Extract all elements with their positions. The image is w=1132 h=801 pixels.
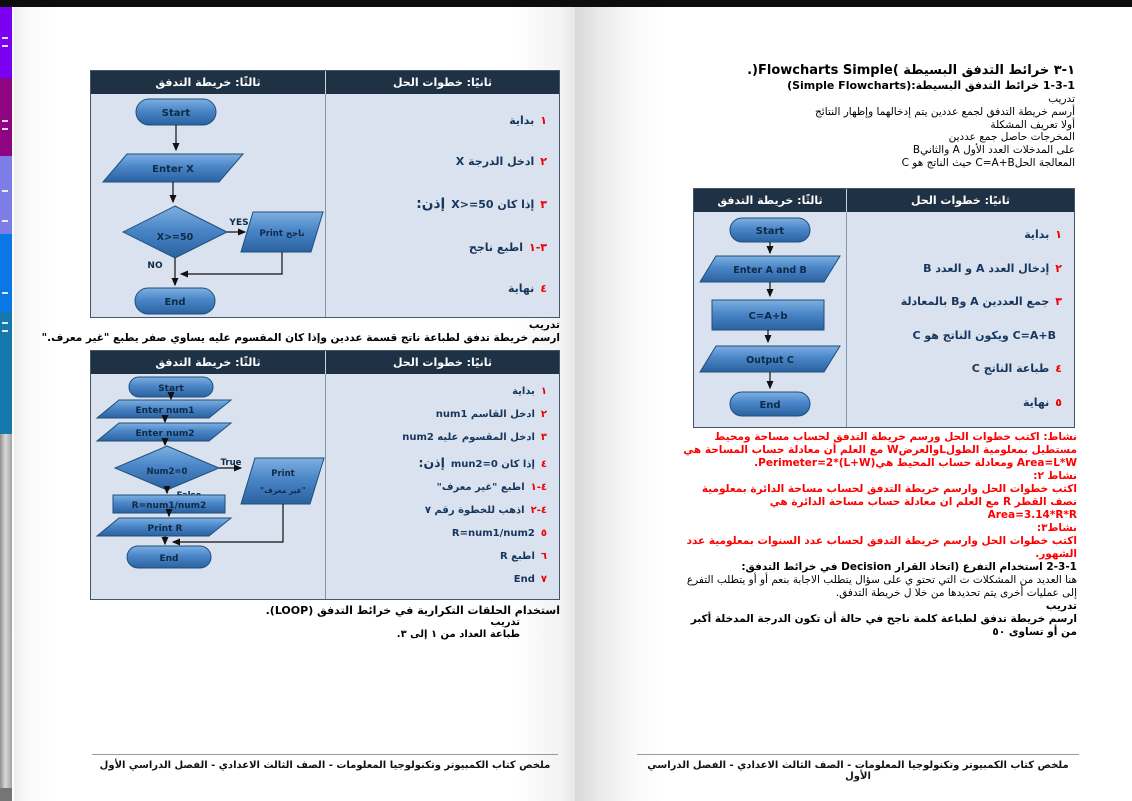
step-row: ٣ إذا كان X>=50 إذن: xyxy=(416,196,547,213)
output-label: Print R xyxy=(147,524,183,534)
header-steps: ثانيًا: خطوات الحل xyxy=(392,76,493,89)
flow-table-division xyxy=(90,350,560,600)
table-header-row xyxy=(91,71,559,94)
sidebar-tab-teal[interactable] xyxy=(0,312,12,434)
print-label: Print ناجح xyxy=(259,229,305,239)
top-edge-bar xyxy=(0,0,1132,7)
step-row: ٣ جمع العددين A وB بالمعادلة xyxy=(900,295,1062,309)
loop-section xyxy=(30,604,560,641)
practice-body: ارسم خريطة تدفق لطباعة كلمة ناجح في حالة أن تكون الدرجة المدخلة أكبر من أو تساوى ٥٠ xyxy=(690,613,1077,638)
table-header-row xyxy=(694,189,1074,212)
true-label: True xyxy=(220,458,242,468)
start-label: Start xyxy=(755,226,785,237)
activity-2-label: نشاط ٢: xyxy=(1033,470,1077,482)
input1-label: Enter num1 xyxy=(135,406,195,416)
section-subtitle: 1-3-1 خرائط التدفق البسيطة:(Simple Flowcharts) xyxy=(787,79,1075,92)
intro-line: تدريب xyxy=(1048,93,1075,105)
decision-label: X>=50 xyxy=(156,232,194,243)
yes-label: YES xyxy=(229,218,249,228)
steps-cell xyxy=(847,212,1074,427)
step-row: ١ بداية xyxy=(1024,228,1062,242)
input-label: Enter A and B xyxy=(733,265,807,276)
step-row: ٤ طباعة الناتج C xyxy=(971,362,1062,376)
decision-label: Num2=0 xyxy=(146,467,188,477)
page-footer: ملخص كتاب الكمبيوتر وتكنولوجيا المعلومات - الصف الثالث الاعدادي - الفصل الدراسي الأول xyxy=(637,754,1079,782)
activity-3-label: نشاط٣: xyxy=(1036,522,1077,534)
page-footer: ملخص كتاب الكمبيوتر وتكنولوجيا المعلومات - الصف الثالث الاعدادي - الفصل الدراسي الأول xyxy=(92,754,558,771)
output-label: Output C xyxy=(746,355,794,366)
loop-heading: استخدام الحلقات التكرارية في خرائط التدفق (LOOP). xyxy=(265,604,560,617)
flow-table-grade xyxy=(90,70,560,318)
start-label: Start xyxy=(161,108,191,119)
intro-line: أولا تعريف المشكلة xyxy=(990,118,1075,131)
step-row: ٤-٢ اذهب للخطوة رقم ٧ xyxy=(424,505,547,516)
page-left xyxy=(14,7,575,801)
step-row: ١ بداية xyxy=(509,114,547,128)
sidebar-tab-lavender[interactable] xyxy=(0,156,12,234)
sidebar-tab-purple[interactable] xyxy=(0,7,12,78)
step-row: ٧ End xyxy=(513,574,547,585)
practice-block-division xyxy=(35,319,560,345)
page-right xyxy=(575,7,1132,801)
header-flowchart: ثالثًا: خريطة التدفق xyxy=(91,351,326,374)
flowchart-division xyxy=(91,374,325,601)
intro-line: على المدخلات العدد الأول A والثانيB xyxy=(912,144,1075,157)
step-row: ٤-١ اطبع "غير معرف" xyxy=(436,482,547,493)
left-tab-strip xyxy=(0,7,12,801)
header-steps: ثانيًا: خطوات الحل xyxy=(392,356,493,369)
header-flowchart: ثالثًا: خريطة التدفق xyxy=(694,189,847,212)
input2-label: Enter num2 xyxy=(135,429,195,439)
step-row: ٦ اطبع R xyxy=(499,551,547,562)
header-steps: ثانيًا: خطوات الحل xyxy=(910,194,1011,207)
intro-line: المعالجة الحلC=A+B حيث الناتج هو C xyxy=(901,156,1075,169)
step-row: ٣-١ اطبع ناجح xyxy=(468,240,547,254)
decision-heading: 2-3-1 استخدام التفرع (اتخاذ القرار Decision في خرائط التدفق: xyxy=(741,561,1077,573)
process-label: R=num1/num2 xyxy=(131,501,207,511)
end-label: End xyxy=(759,400,781,411)
flow-table-sum xyxy=(693,188,1075,428)
steps-cell xyxy=(326,94,559,317)
step-row: ٥ R=num1/num2 xyxy=(451,528,547,539)
step-row: ٤ نهاية xyxy=(507,281,547,295)
step-row: ٢ ادخل القاسم num1 xyxy=(435,409,547,420)
flowchart-cell xyxy=(91,374,326,599)
activity-1: نشاط: اكتب خطوات الحل ورسم خريطة التدفق لحساب مساحة ومحيط مستطيل بمعلومية الطولLوالعرضW مع العلم أن معادلة حساب المساحة هي Area=L*W ومعادلة حساب المحيط هي(Perimeter=2*(L+W. xyxy=(683,431,1077,469)
flowchart-cell xyxy=(694,212,847,427)
practice-label: تدريب xyxy=(528,319,560,331)
header-flowchart: ثالثًا: خريطة التدفق xyxy=(91,71,326,94)
process-label: C=A+b xyxy=(748,311,788,322)
section-title: ١-٣ خرائط التدفق البسيطة )Flowcharts Simple(. xyxy=(747,63,1075,78)
intro-block xyxy=(605,62,1075,170)
step-row: ٥ نهاية xyxy=(1022,395,1062,409)
step-row: ٢ ادخل الدرجة X xyxy=(455,155,547,169)
practice-label: تدريب xyxy=(490,617,520,628)
input-label: Enter X xyxy=(152,164,194,175)
print-label-line1: Print xyxy=(271,469,295,479)
flowchart-cell xyxy=(91,94,326,317)
practice-body: ارسم خريطة تدفق لطباعة ناتج قسمة عددين وإذا كان المقسوم عليه يساوي صفر يطبع "غير معرف." xyxy=(41,332,560,344)
step-row: ٤ إذا كان mun2=0 إذن: xyxy=(418,455,547,470)
activity-3: اكتب خطوات الحل وارسم خريطة التدفق لحساب عدد السنوات بمعلومية عدد الشهور. xyxy=(686,535,1077,560)
step-row: ١ بداية xyxy=(512,386,547,397)
end-label: End xyxy=(159,554,179,564)
sidebar-tab-blue[interactable] xyxy=(0,234,12,312)
table-header-row xyxy=(91,351,559,374)
scrollbar-end xyxy=(0,788,12,801)
print-parallelogram xyxy=(241,458,324,504)
end-label: End xyxy=(164,297,186,308)
step-row: ٢ إدخال العدد A و العدد B xyxy=(923,261,1062,275)
scrollbar-track[interactable] xyxy=(0,434,12,788)
intro-line: المخرجات حاصل جمع عددين xyxy=(948,131,1075,144)
step-row: ٣ ادخل المقسوم عليه num2 xyxy=(402,432,547,443)
flowchart-sum xyxy=(694,212,846,429)
print-label-line2: "غير معرف" xyxy=(260,486,306,495)
decision-body: هنا العديد من المشكلات ت التي تحتو ي على سؤال يتطلب الاجابة بنعم أو أو يتطلب التفرع إلى عمليات أخرى يتم تحديدها من خلا ل خريطة التدفق. xyxy=(686,574,1077,599)
steps-cell xyxy=(326,374,559,599)
flowchart-grade xyxy=(91,94,325,319)
intro-line: أرسم خريطة التدفق لجمع عددين يتم إدخالهما وإظهار النتائج xyxy=(815,105,1075,118)
lower-block xyxy=(677,431,1077,639)
step-row: C=A+B ويكون الناتج هو C xyxy=(912,328,1056,342)
sidebar-tab-magenta[interactable] xyxy=(0,78,12,156)
practice-body: طباعة العداد من ١ إلى ٣. xyxy=(396,629,520,640)
practice-label: تدريب xyxy=(1045,600,1077,612)
start-label: Start xyxy=(158,384,184,394)
no-label: NO xyxy=(147,261,163,271)
activity-2: اكتب خطوات الحل وارسم خريطة التدفق لحساب مساحة الدائرة بمعلومية نصف القطر R مع العلم ان معادلة حساب مساحة الدائرة هي Area=3.14*R*R xyxy=(701,483,1077,521)
